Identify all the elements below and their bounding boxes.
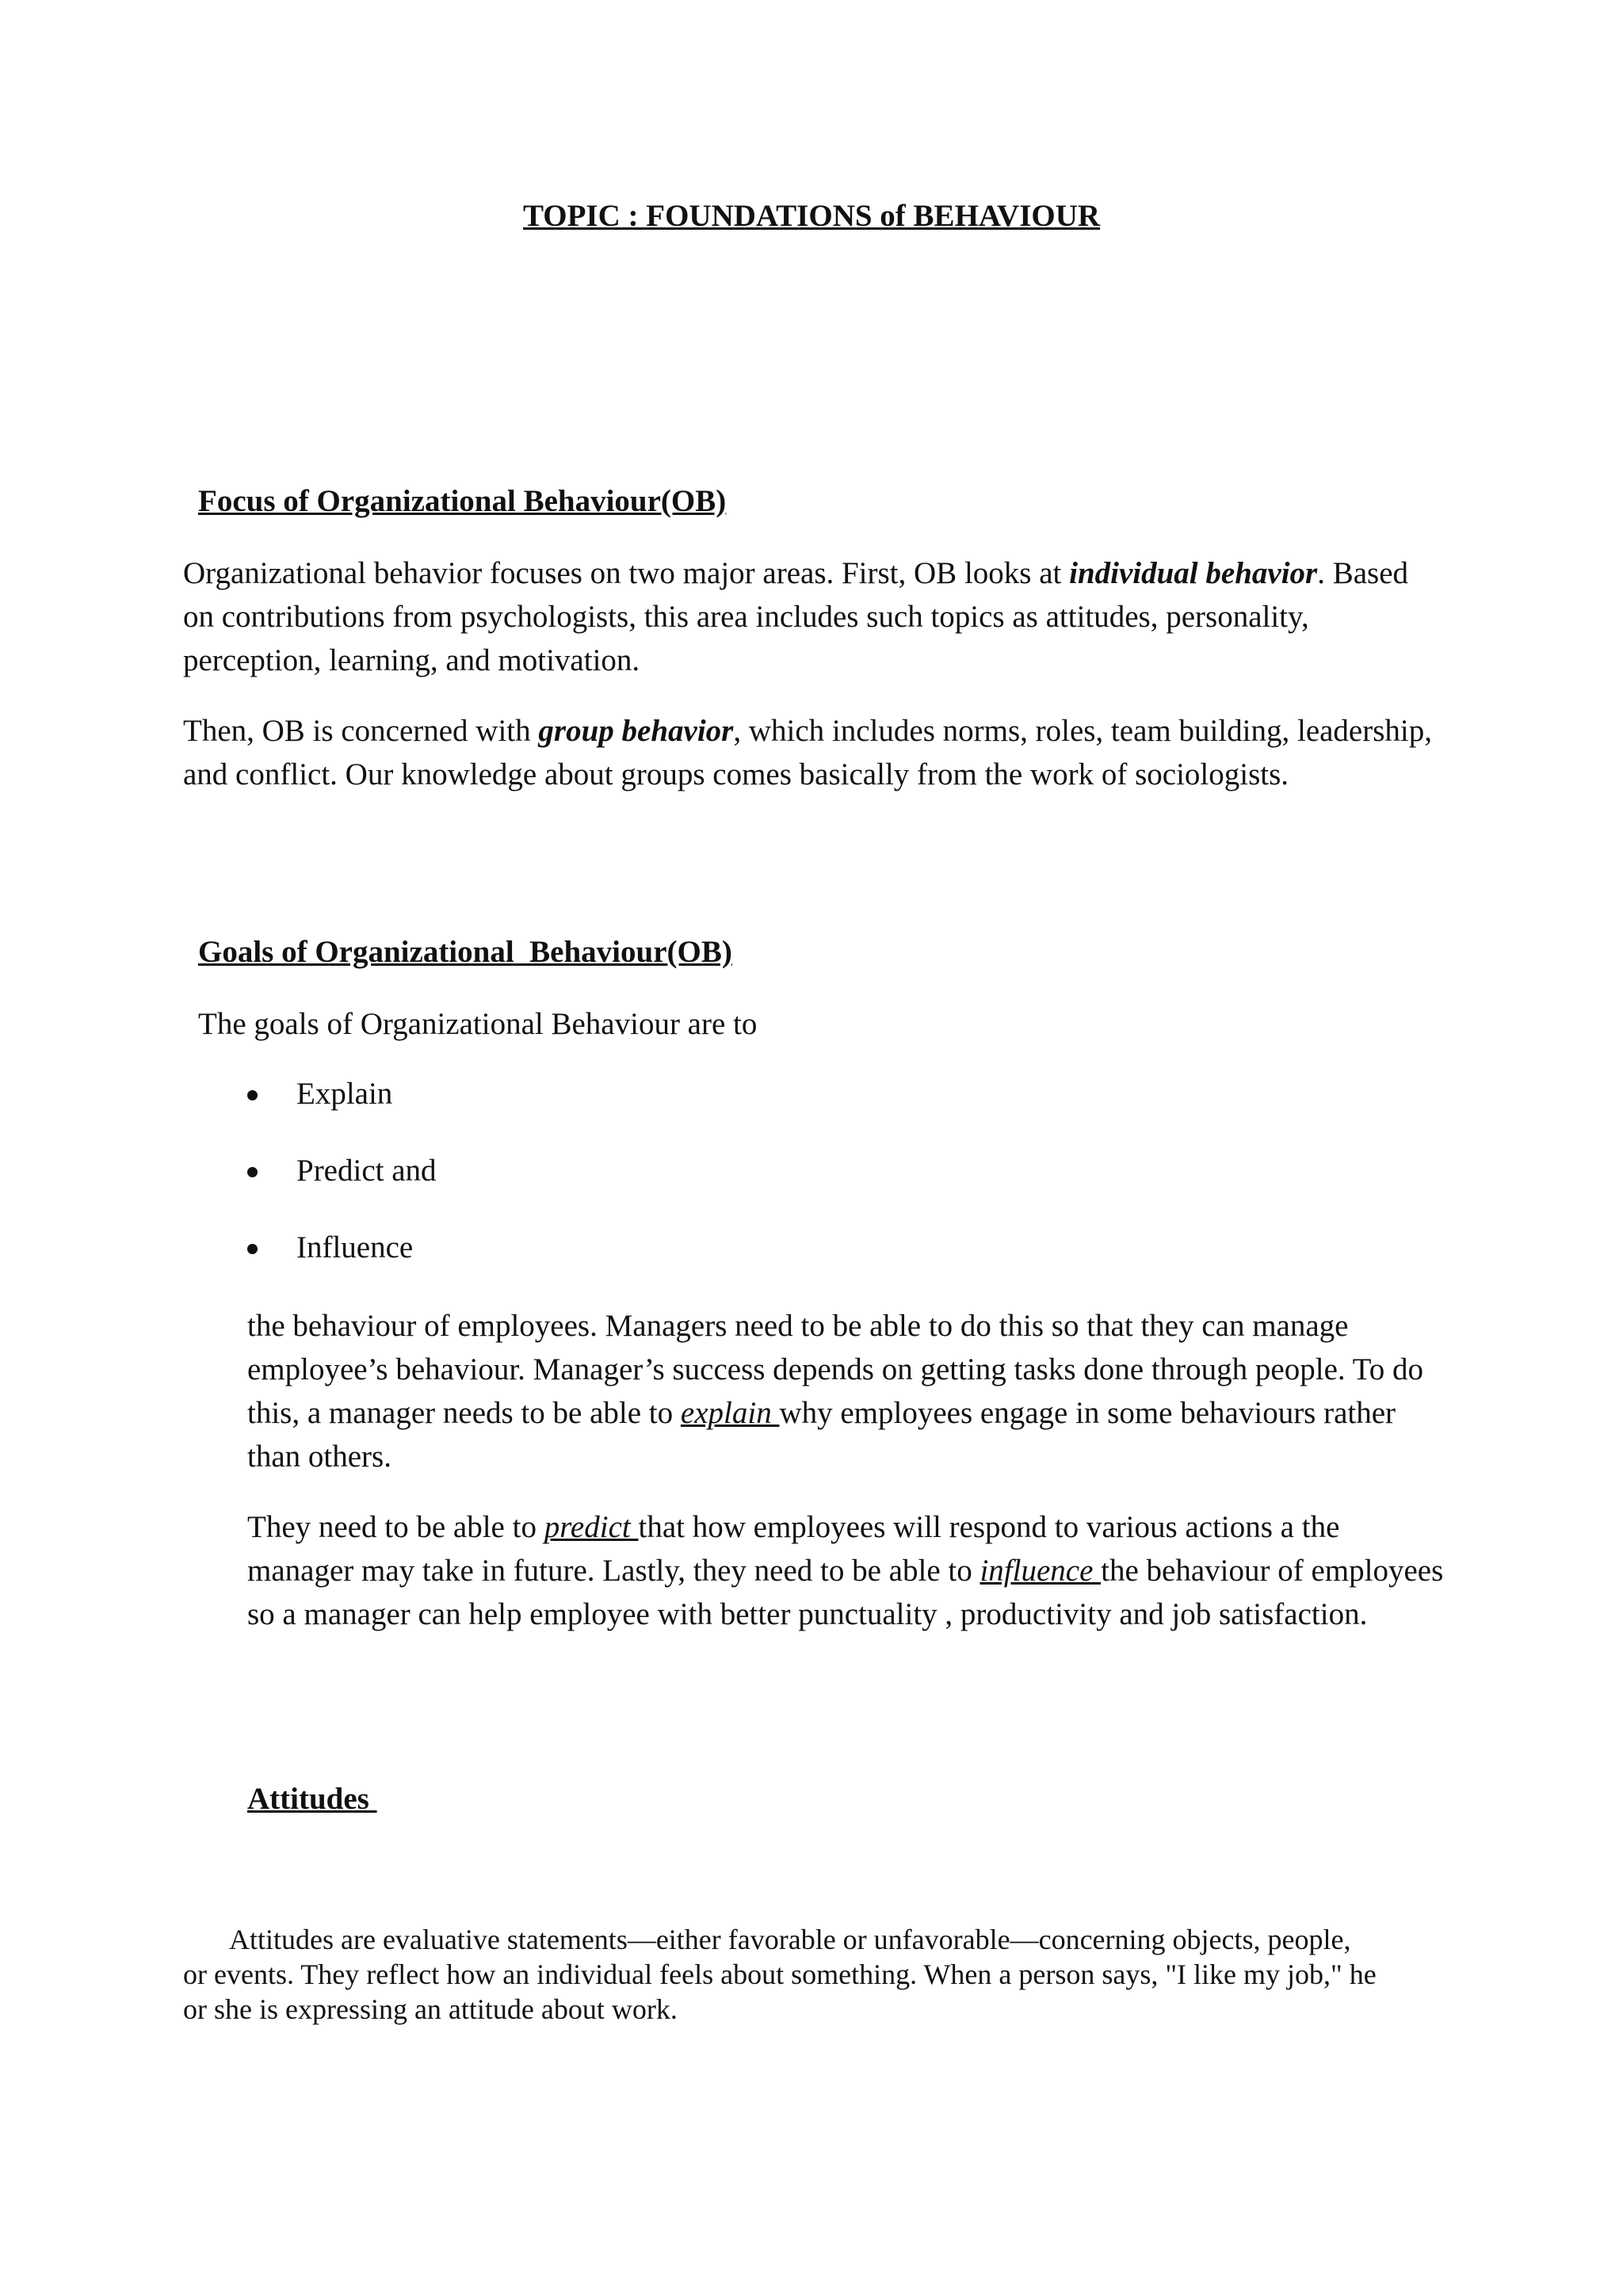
attitudes-paragraph: Attitudes are evaluative statements—either favorable or unfavorable—concerning objects, people, or events. They reflect how an individual feels about something. When a person says, "I like my job," he or she is expressing an attitude about work.	[183, 1924, 1377, 2025]
bullet-dot-icon	[247, 1244, 258, 1254]
focus-paragraph-1	[183, 551, 1443, 682]
focus-p2-text-b: , which includes norms, roles, team building, leadership, and conflict. Our knowledge about groups comes basically from the work of sociologists.	[183, 714, 1432, 791]
goals-bullet-item	[247, 1151, 437, 1228]
goals-bullet-label: Influence	[296, 1230, 414, 1264]
goals-bullet-item	[247, 1074, 437, 1151]
goals-intro: The goals of Organizational Behaviour are to	[198, 1007, 758, 1041]
goals-p1-text-b: why employees engage in some behaviours rather than others.	[247, 1396, 1396, 1474]
goals-p1-emphasis-explain: explain	[680, 1396, 780, 1430]
focus-p2-text-a: Then, OB is concerned with	[183, 714, 539, 748]
bullet-dot-icon	[247, 1090, 258, 1100]
focus-p1-emphasis: individual behavior	[1069, 556, 1318, 590]
goals-p2-emphasis-predict: predict	[544, 1510, 639, 1544]
goals-paragraph-2	[247, 1505, 1452, 1636]
page-title: TOPIC : FOUNDATIONS of BEHAVIOUR	[522, 199, 1101, 233]
goals-p2-emphasis-influence: influence	[980, 1554, 1102, 1588]
focus-p2-emphasis: group behavior	[538, 714, 734, 748]
goals-bullet-list	[247, 1074, 437, 1305]
goals-bullet-label: Predict and	[296, 1154, 437, 1188]
focus-p1-text-a: Organizational behavior focuses on two major areas. First, OB looks at	[183, 556, 1070, 590]
bullet-dot-icon	[247, 1167, 258, 1177]
goals-bullet-item	[247, 1228, 437, 1305]
goals-p2-text-a: They need to be able to	[247, 1510, 544, 1544]
goals-p2-text-b: that how employees will respond to various actions a the manager may take in future. Lastly, they need to be able to	[247, 1510, 1340, 1588]
goals-paragraph-1	[247, 1304, 1452, 1478]
goals-p2-text-c: the behaviour of employees so a manager can help employee with better punctuality , productivity and job satisfaction.	[247, 1554, 1444, 1631]
attitudes-heading: Attitudes	[247, 1782, 377, 1816]
focus-heading: Focus of Organizational Behaviour(OB)	[198, 484, 727, 518]
goals-p1-text-a: the behaviour of employees. Managers need to be able to do this so that they can manage employee’s behaviour. Manager’s success depends on getting tasks done through people. To do this, a manager needs to be able to	[247, 1309, 1424, 1430]
goals-heading: Goals of Organizational Behaviour(OB)	[198, 935, 732, 969]
focus-p1-text-b: . Based on contributions from psychologists, this area includes such topics as attitudes, personality, perception, learning, and motivation.	[183, 556, 1409, 677]
focus-paragraph-2	[183, 709, 1443, 796]
goals-bullet-label: Explain	[296, 1077, 393, 1111]
